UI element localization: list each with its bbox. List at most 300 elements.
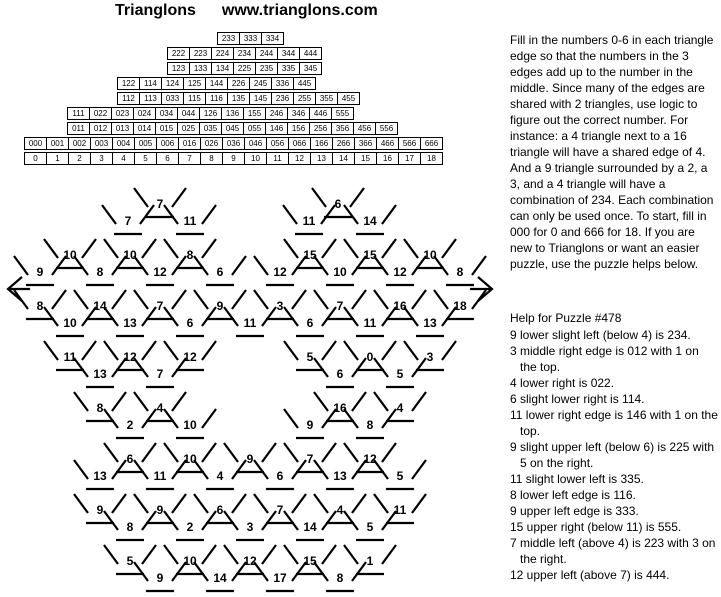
- triangle-edge[interactable]: [382, 443, 396, 462]
- triangle-number: 9: [96, 503, 104, 517]
- triangle-edge[interactable]: [352, 494, 366, 513]
- combination-cell: 245: [250, 78, 272, 90]
- combination-cell: 566: [399, 138, 421, 150]
- triangle-number: 13: [333, 469, 347, 483]
- triangle-number: 9: [216, 299, 224, 313]
- triangle-number: 3: [246, 520, 254, 534]
- triangle-edge[interactable]: [172, 256, 186, 275]
- triangle-number: 8: [336, 571, 344, 585]
- combination-cell: 123: [168, 63, 190, 75]
- hint-item: 6 slight lower right is 114.: [510, 392, 645, 406]
- sum-cell: 16: [377, 153, 399, 165]
- triangle-edge[interactable]: [142, 341, 156, 360]
- triangle-edge[interactable]: [314, 290, 328, 309]
- sum-cell: 10: [245, 153, 267, 165]
- triangle-edge[interactable]: [262, 511, 276, 530]
- triangle-number: 15: [363, 248, 377, 262]
- triangle-edge[interactable]: [404, 341, 418, 360]
- combination-cell: 225: [234, 63, 256, 75]
- hint-item: 9 slight upper left (below 6) is 225 with 5 on the right.: [510, 440, 715, 470]
- triangle-edge[interactable]: [102, 205, 116, 224]
- triangle-number: 13: [423, 316, 437, 330]
- triangle-number: 7: [156, 367, 164, 381]
- triangle-number: 8: [186, 248, 194, 262]
- triangle-edge[interactable]: [322, 307, 336, 326]
- triangle-edge[interactable]: [284, 511, 298, 530]
- triangle-edge[interactable]: [194, 290, 208, 309]
- triangle-edge[interactable]: [374, 392, 388, 411]
- combination-cell: 334: [262, 33, 284, 45]
- combination-cell: 135: [228, 93, 250, 105]
- triangle-edge[interactable]: [292, 494, 306, 513]
- combination-cell: 344: [278, 48, 300, 60]
- triangle-edge[interactable]: [472, 256, 486, 275]
- combination-cell: 026: [201, 138, 223, 150]
- triangle-number: 6: [186, 316, 194, 330]
- triangle-number: 0: [366, 350, 374, 364]
- triangle-edge[interactable]: [350, 188, 364, 207]
- combination-cell: 336: [272, 78, 294, 90]
- triangle-edge[interactable]: [412, 460, 426, 479]
- combination-cell: 155: [244, 108, 266, 120]
- triangle-edge[interactable]: [344, 511, 358, 530]
- sum-cell: 14: [333, 153, 355, 165]
- combination-cell: 006: [157, 138, 179, 150]
- triangle-edge[interactable]: [194, 256, 208, 275]
- combination-cell: 055: [244, 123, 266, 135]
- triangle-number: 9: [36, 265, 44, 279]
- triangle-number: 16: [333, 401, 347, 415]
- combination-cell: 236: [272, 93, 294, 105]
- combination-cell: 335: [278, 63, 300, 75]
- triangle-edge[interactable]: [412, 392, 426, 411]
- triangle-edge[interactable]: [232, 256, 246, 275]
- combination-cell: 233: [218, 33, 240, 45]
- combination-cell: 244: [256, 48, 278, 60]
- triangle-edge[interactable]: [232, 460, 246, 479]
- triangle-edge[interactable]: [112, 290, 126, 309]
- triangle-edge[interactable]: [322, 443, 336, 462]
- triangle-edge[interactable]: [74, 392, 88, 411]
- triangle-edge[interactable]: [352, 562, 366, 581]
- triangle-edge[interactable]: [112, 460, 126, 479]
- combination-cell: 025: [178, 123, 200, 135]
- triangle-edge[interactable]: [202, 443, 216, 462]
- sum-cell: 7: [179, 153, 201, 165]
- triangle-edge[interactable]: [142, 409, 156, 428]
- triangle-edge[interactable]: [412, 494, 426, 513]
- triangle-number: 3: [276, 299, 284, 313]
- triangle-number: 13: [93, 367, 107, 381]
- triangle-edge[interactable]: [352, 392, 366, 411]
- triangle-edge[interactable]: [374, 290, 388, 309]
- triangle-number: 9: [306, 418, 314, 432]
- triangle-edge[interactable]: [254, 494, 268, 513]
- triangle-edge[interactable]: [412, 290, 426, 309]
- triangle-edge[interactable]: [142, 307, 156, 326]
- triangle-edge[interactable]: [344, 307, 358, 326]
- reference-row: [24, 137, 443, 150]
- triangle-number: 15: [303, 554, 317, 568]
- triangle-edge[interactable]: [74, 460, 88, 479]
- triangle-number: 10: [183, 554, 197, 568]
- combination-cell: 056: [267, 138, 289, 150]
- combination-cell: 114: [140, 78, 162, 90]
- sum-cell: 13: [311, 153, 333, 165]
- sum-cell: 9: [223, 153, 245, 165]
- triangle-edge[interactable]: [283, 205, 297, 224]
- triangle-edge[interactable]: [224, 443, 238, 462]
- triangle-edge[interactable]: [284, 307, 298, 326]
- triangle-number: 6: [276, 469, 284, 483]
- combination-cell: 666: [421, 138, 443, 150]
- triangle-number: 8: [126, 520, 134, 534]
- triangle-edge[interactable]: [142, 239, 156, 258]
- triangle-edge[interactable]: [172, 188, 186, 207]
- triangle-number: 7: [306, 452, 314, 466]
- triangle-number: 11: [183, 214, 197, 228]
- triangle-edge[interactable]: [44, 307, 58, 326]
- triangle-number: 12: [243, 554, 257, 568]
- triangle-number: 9: [156, 571, 164, 585]
- triangle-number: 8: [96, 265, 104, 279]
- triangle-edge[interactable]: [344, 341, 358, 360]
- triangle-edge[interactable]: [344, 205, 358, 224]
- combination-cell: 034: [156, 108, 178, 120]
- triangle-number: 16: [393, 299, 407, 313]
- reference-row: [117, 92, 360, 105]
- triangle-edge[interactable]: [164, 409, 178, 428]
- triangle-edge[interactable]: [202, 205, 216, 224]
- triangle-edge[interactable]: [202, 545, 216, 564]
- hint-item: 15 upper right (below 11) is 555.: [510, 520, 682, 534]
- combination-cell: 456: [354, 123, 376, 135]
- triangle-number: 10: [333, 265, 347, 279]
- triangle-edge[interactable]: [202, 409, 216, 428]
- triangle-number: 8: [96, 401, 104, 415]
- help-panel: [510, 310, 718, 583]
- triangle-edge[interactable]: [404, 239, 418, 258]
- triangle-edge[interactable]: [284, 409, 298, 428]
- triangle-edge[interactable]: [344, 239, 358, 258]
- triangle-edge[interactable]: [344, 545, 358, 564]
- combination-cell: 455: [338, 93, 360, 105]
- triangle-edge[interactable]: [172, 392, 186, 411]
- combination-cell: 226: [228, 78, 250, 90]
- triangle-edge[interactable]: [292, 290, 306, 309]
- triangle-edge[interactable]: [172, 290, 186, 309]
- hint-item: 12 upper left (above 7) is 444.: [510, 568, 670, 582]
- triangle-edge[interactable]: [382, 239, 396, 258]
- reference-row: [117, 77, 316, 90]
- combination-cell: 224: [212, 48, 234, 60]
- combination-cell: 246: [266, 108, 288, 120]
- combination-cell: 555: [332, 108, 354, 120]
- site-url-link[interactable]: www.trianglons.com: [221, 2, 378, 19]
- triangle-number: 6: [216, 503, 224, 517]
- triangle-number: 8: [456, 265, 464, 279]
- triangle-number: 5: [396, 469, 404, 483]
- triangle-edge[interactable]: [104, 409, 118, 428]
- triangle-edge[interactable]: [382, 545, 396, 564]
- combination-cell: 035: [200, 123, 222, 135]
- triangle-number: 7: [156, 299, 164, 313]
- triangle-edge[interactable]: [74, 290, 88, 309]
- hint-item: 9 lower slight left (below 4) is 234.: [510, 328, 691, 342]
- triangle-number: 12: [123, 350, 137, 364]
- triangle-edge[interactable]: [254, 256, 268, 275]
- triangle-edge[interactable]: [52, 290, 66, 309]
- combination-cell: 355: [316, 93, 338, 105]
- triangle-edge[interactable]: [104, 443, 118, 462]
- combination-cell: 000: [25, 138, 47, 150]
- combination-cell: 046: [245, 138, 267, 150]
- combination-cell: 023: [112, 108, 134, 120]
- triangle-edge[interactable]: [142, 511, 156, 530]
- sum-cell: 1: [47, 153, 69, 165]
- puzzle-board: [0, 175, 500, 595]
- triangle-edge[interactable]: [312, 188, 326, 207]
- triangle-edge[interactable]: [352, 290, 366, 309]
- hint-item: 7 middle left (above 4) is 223 with 3 on the right.: [510, 536, 716, 566]
- combination-cell: 045: [222, 123, 244, 135]
- triangle-edge[interactable]: [262, 545, 276, 564]
- combination-cell: 446: [310, 108, 332, 120]
- combination-cell: 345: [300, 63, 322, 75]
- triangle-number: 14: [213, 571, 227, 585]
- triangle-number: 4: [216, 469, 224, 483]
- triangle-edge[interactable]: [112, 494, 126, 513]
- combination-cell: 004: [113, 138, 135, 150]
- triangle-edge[interactable]: [14, 256, 28, 275]
- triangle-number: 10: [423, 248, 437, 262]
- triangle-number: 10: [183, 418, 197, 432]
- triangle-edge[interactable]: [164, 341, 178, 360]
- triangle-number: 5: [366, 520, 374, 534]
- triangle-edge[interactable]: [262, 443, 276, 462]
- triangle-edge[interactable]: [134, 494, 148, 513]
- triangle-edge[interactable]: [74, 494, 88, 513]
- triangle-number: 13: [123, 316, 137, 330]
- hint-item: 9 upper left edge is 333.: [510, 504, 639, 518]
- triangle-edge[interactable]: [254, 460, 268, 479]
- combination-cell: 044: [178, 108, 200, 120]
- triangle-number: 11: [393, 503, 407, 517]
- triangle-edge[interactable]: [322, 545, 336, 564]
- triangle-number: 12: [273, 265, 287, 279]
- triangle-edge[interactable]: [82, 341, 96, 360]
- combination-cell: 346: [288, 108, 310, 120]
- reference-row: [67, 107, 354, 120]
- triangle-edge[interactable]: [164, 239, 178, 258]
- reference-row: [217, 32, 284, 45]
- triangle-edge[interactable]: [292, 460, 306, 479]
- combination-cell: 003: [91, 138, 113, 150]
- triangle-edge[interactable]: [374, 494, 388, 513]
- combination-cell: 223: [190, 48, 212, 60]
- triangle-edge[interactable]: [202, 511, 216, 530]
- triangle-edge[interactable]: [344, 443, 358, 462]
- triangle-number: 4: [336, 503, 344, 517]
- triangle-number: 14: [303, 520, 317, 534]
- combination-cell: 112: [118, 93, 140, 105]
- combination-cell: 014: [134, 123, 156, 135]
- triangle-number: 3: [426, 350, 434, 364]
- triangle-number: 15: [303, 248, 317, 262]
- triangle-edge[interactable]: [382, 205, 396, 224]
- triangle-number: 11: [153, 469, 167, 483]
- combination-cell: 134: [212, 63, 234, 75]
- triangle-edge[interactable]: [202, 341, 216, 360]
- triangle-number: 10: [63, 316, 77, 330]
- triangle-edge[interactable]: [254, 290, 268, 309]
- combination-cell: 036: [223, 138, 245, 150]
- triangle-edge[interactable]: [134, 188, 148, 207]
- triangle-edge[interactable]: [284, 341, 298, 360]
- triangle-edge[interactable]: [164, 205, 178, 224]
- triangle-edge[interactable]: [104, 511, 118, 530]
- triangle-edge[interactable]: [164, 511, 178, 530]
- combination-cell: 122: [118, 78, 140, 90]
- triangle-edge[interactable]: [104, 545, 118, 564]
- triangle-edge[interactable]: [164, 307, 178, 326]
- triangle-number: 7: [276, 503, 284, 517]
- board-edge-tip: [8, 277, 30, 301]
- combination-cell: 144: [206, 78, 228, 90]
- triangle-edge[interactable]: [382, 409, 396, 428]
- combination-cell: 356: [332, 123, 354, 135]
- hint-item: 4 lower right is 022.: [510, 376, 615, 390]
- triangle-edge[interactable]: [284, 239, 298, 258]
- combination-cell: 111: [68, 108, 90, 120]
- triangle-edge[interactable]: [164, 443, 178, 462]
- triangle-edge[interactable]: [104, 239, 118, 258]
- sum-cell: 12: [289, 153, 311, 165]
- sum-cell: 18: [421, 153, 443, 165]
- sum-cell: 8: [201, 153, 223, 165]
- triangle-edge[interactable]: [44, 239, 58, 258]
- triangle-number: 6: [334, 197, 342, 211]
- triangle-edge[interactable]: [314, 358, 328, 377]
- triangle-edge[interactable]: [224, 307, 238, 326]
- sum-cell: 15: [355, 153, 377, 165]
- combination-cell: 133: [190, 63, 212, 75]
- triangle-number: 2: [126, 418, 134, 432]
- triangle-edge[interactable]: [142, 443, 156, 462]
- triangle-number: 6: [216, 265, 224, 279]
- triangle-edge[interactable]: [374, 358, 388, 377]
- triangle-number: 4: [396, 401, 404, 415]
- triangle-number: 5: [396, 367, 404, 381]
- combination-cell: 016: [179, 138, 201, 150]
- triangle-edge[interactable]: [202, 307, 216, 326]
- triangle-number: 1: [366, 554, 374, 568]
- combination-cell: 005: [135, 138, 157, 150]
- combination-cell: 033: [162, 93, 184, 105]
- triangle-edge[interactable]: [322, 341, 336, 360]
- triangle-edge[interactable]: [412, 358, 426, 377]
- triangle-edge[interactable]: [284, 545, 298, 564]
- triangle-edge[interactable]: [434, 290, 448, 309]
- triangle-edge[interactable]: [82, 239, 96, 258]
- combination-cell: 022: [90, 108, 112, 120]
- triangle-edge[interactable]: [112, 392, 126, 411]
- combination-cell: 124: [162, 78, 184, 90]
- triangle-edge[interactable]: [142, 545, 156, 564]
- triangle-number: 10: [183, 452, 197, 466]
- triangle-number: 10: [63, 248, 77, 262]
- hint-item: 11 lower right edge is 146 with 1 on the top.: [510, 408, 718, 438]
- triangle-edge[interactable]: [194, 494, 208, 513]
- triangle-edge[interactable]: [284, 443, 298, 462]
- triangle-edge[interactable]: [442, 341, 456, 360]
- triangle-number: 12: [393, 265, 407, 279]
- triangle-edge[interactable]: [314, 494, 328, 513]
- hint-item: 3 middle right edge is 012 with 1 on the top.: [510, 344, 699, 374]
- triangle-edge[interactable]: [104, 341, 118, 360]
- triangle-edge[interactable]: [322, 239, 336, 258]
- triangle-number: 14: [363, 214, 377, 228]
- sum-cell: 2: [69, 153, 91, 165]
- triangle-edge[interactable]: [262, 307, 276, 326]
- triangle-edge[interactable]: [232, 494, 246, 513]
- combination-cell: 115: [184, 93, 206, 105]
- triangle-edge[interactable]: [442, 239, 456, 258]
- combination-cell: 126: [200, 108, 222, 120]
- triangle-number: 10: [123, 248, 137, 262]
- triangle-edge[interactable]: [224, 511, 238, 530]
- combination-cell: 013: [112, 123, 134, 135]
- combination-cell: 011: [68, 123, 90, 135]
- triangle-edge[interactable]: [134, 392, 148, 411]
- hint-list: [510, 327, 718, 583]
- triangle-number: 8: [36, 299, 44, 313]
- combination-cell: 113: [140, 93, 162, 105]
- combination-cell: 156: [288, 123, 310, 135]
- combination-cell: 116: [206, 93, 228, 105]
- combination-cell: 001: [47, 138, 69, 150]
- triangle-edge[interactable]: [140, 205, 154, 224]
- triangle-edge[interactable]: [164, 545, 178, 564]
- triangle-edge[interactable]: [314, 392, 328, 411]
- combination-cell: 556: [376, 123, 398, 135]
- triangle-edge[interactable]: [134, 460, 148, 479]
- sum-cell: 5: [135, 153, 157, 165]
- triangle-edge[interactable]: [224, 545, 238, 564]
- combination-cell: 266: [333, 138, 355, 150]
- triangle-number: 6: [126, 452, 134, 466]
- triangle-edge[interactable]: [202, 239, 216, 258]
- combination-cell: 012: [90, 123, 112, 135]
- combination-cell: 466: [377, 138, 399, 150]
- triangle-edge[interactable]: [321, 205, 335, 224]
- triangle-edge[interactable]: [134, 290, 148, 309]
- triangle-edge[interactable]: [232, 290, 246, 309]
- triangle-edge[interactable]: [352, 358, 366, 377]
- triangle-edge[interactable]: [382, 341, 396, 360]
- triangle-number: 5: [126, 554, 134, 568]
- triangle-number: 9: [246, 452, 254, 466]
- triangle-edge[interactable]: [172, 494, 186, 513]
- sum-cell: 11: [267, 153, 289, 165]
- triangle-edge[interactable]: [44, 341, 58, 360]
- triangle-edge[interactable]: [322, 511, 336, 530]
- triangle-number: 12: [183, 350, 197, 364]
- triangle-edge[interactable]: [134, 562, 148, 581]
- triangle-number: 7: [336, 299, 344, 313]
- triangle-number: 14: [93, 299, 107, 313]
- triangle-edge[interactable]: [314, 460, 328, 479]
